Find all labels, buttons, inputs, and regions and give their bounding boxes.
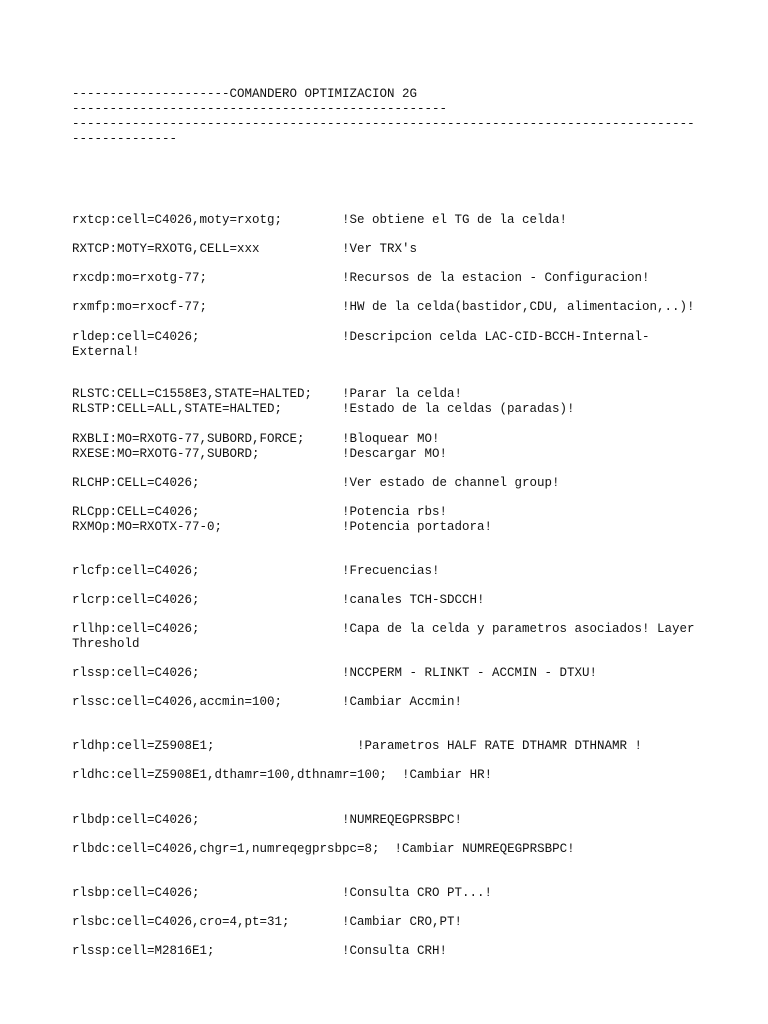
command-description: !HW de la celda(bastidor,CDU, alimentacion,..)! bbox=[342, 300, 695, 314]
command-text: RXESE:MO=RXOTG-77,SUBORD; bbox=[72, 447, 260, 461]
command-text: RLSTC:CELL=C1558E3,STATE=HALTED; bbox=[72, 387, 313, 401]
command-description: !Potencia portadora! bbox=[342, 520, 493, 534]
command-entry bbox=[72, 447, 712, 462]
command-entry bbox=[72, 739, 712, 754]
command-entry bbox=[72, 695, 712, 710]
command-text: rxtcp:cell=C4026,moty=rxotg; bbox=[72, 213, 283, 227]
command-entry bbox=[72, 564, 712, 579]
command-entry bbox=[72, 387, 712, 402]
command-description: !NUMREQEGPRSBPC! bbox=[342, 813, 463, 827]
command-entry bbox=[72, 271, 712, 286]
command-entry bbox=[72, 330, 712, 360]
document-page bbox=[72, 87, 712, 958]
command-text: rlbdp:cell=C4026; bbox=[72, 813, 200, 827]
command-description: !Cambiar Accmin! bbox=[342, 695, 463, 709]
command-entry bbox=[72, 476, 712, 491]
command-text: rlcrp:cell=C4026; bbox=[72, 593, 200, 607]
command-text: RXMOp:MO=RXOTX-77-0; bbox=[72, 520, 223, 534]
command-description: !Frecuencias! bbox=[342, 564, 440, 578]
document-title: ---------------------COMANDERO OPTIMIZACION 2G bbox=[72, 87, 418, 101]
command-line: rldhc:cell=Z5908E1,dthamr=100,dthnamr=100; !Cambiar HR! bbox=[72, 768, 493, 782]
command-entry bbox=[72, 813, 712, 828]
command-entry bbox=[72, 402, 712, 417]
command-text: rlsbp:cell=C4026; bbox=[72, 886, 200, 900]
command-text: rlsbc:cell=C4026,cro=4,pt=31; bbox=[72, 915, 290, 929]
command-entry bbox=[72, 842, 712, 857]
command-entry bbox=[72, 622, 712, 652]
command-line: rlbdc:cell=C4026,chgr=1,numreqegprsbpc=8; !Cambiar NUMREQEGPRSBPC! bbox=[72, 842, 575, 856]
command-entry bbox=[72, 886, 712, 901]
command-description-continuation: External! bbox=[72, 345, 140, 359]
command-description: !Bloquear MO! bbox=[342, 432, 440, 446]
command-entry bbox=[72, 593, 712, 608]
command-description: !Cambiar CRO,PT! bbox=[342, 915, 463, 929]
command-entry bbox=[72, 432, 712, 447]
title-rule: -------------------------------------------------- bbox=[72, 102, 448, 116]
command-entry bbox=[72, 915, 712, 930]
command-description: !Potencia rbs! bbox=[342, 505, 448, 519]
command-description: !Ver estado de channel group! bbox=[342, 476, 560, 490]
command-description: !Estado de la celdas (paradas)! bbox=[342, 402, 575, 416]
command-entry bbox=[72, 768, 712, 783]
command-entry bbox=[72, 944, 712, 959]
command-text: rlcfp:cell=C4026; bbox=[72, 564, 200, 578]
command-description-continuation: Threshold bbox=[72, 637, 140, 651]
command-entry bbox=[72, 300, 712, 315]
command-text: rxmfp:mo=rxocf-77; bbox=[72, 300, 208, 314]
command-text: rlssc:cell=C4026,accmin=100; bbox=[72, 695, 283, 709]
command-text: RLSTP:CELL=ALL,STATE=HALTED; bbox=[72, 402, 283, 416]
command-description: !canales TCH-SDCCH! bbox=[342, 593, 485, 607]
command-entry bbox=[72, 505, 712, 520]
command-text: RLCpp:CELL=C4026; bbox=[72, 505, 200, 519]
command-description: !Parar la celda! bbox=[342, 387, 463, 401]
command-text: rldep:cell=C4026; bbox=[72, 330, 200, 344]
command-description: !Capa de la celda y parametros asociados! Layer bbox=[342, 622, 695, 636]
separator-rule-continuation: -------------- bbox=[72, 132, 178, 146]
command-text: rlssp:cell=M2816E1; bbox=[72, 944, 215, 958]
command-entry bbox=[72, 520, 712, 535]
command-description: !Se obtiene el TG de la celda! bbox=[342, 213, 568, 227]
command-text: rllhp:cell=C4026; bbox=[72, 622, 200, 636]
command-description: !Consulta CRH! bbox=[342, 944, 448, 958]
command-description: !Descripcion celda LAC-CID-BCCH-Internal- bbox=[342, 330, 650, 344]
command-description: !Descargar MO! bbox=[342, 447, 448, 461]
command-text: rlssp:cell=C4026; bbox=[72, 666, 200, 680]
command-entry bbox=[72, 666, 712, 681]
command-description: !Consulta CRO PT...! bbox=[342, 886, 493, 900]
command-text: RLCHP:CELL=C4026; bbox=[72, 476, 200, 490]
command-text: rxcdp:mo=rxotg-77; bbox=[72, 271, 208, 285]
command-text: RXBLI:MO=RXOTG-77,SUBORD,FORCE; bbox=[72, 432, 305, 446]
command-description: !Parametros HALF RATE DTHAMR DTHNAMR ! bbox=[342, 739, 643, 753]
command-entry bbox=[72, 242, 712, 257]
command-entry bbox=[72, 213, 712, 228]
command-description: !NCCPERM - RLINKT - ACCMIN - DTXU! bbox=[342, 666, 598, 680]
command-text: RXTCP:MOTY=RXOTG,CELL=xxx bbox=[72, 242, 260, 256]
command-text: rldhp:cell=Z5908E1; bbox=[72, 739, 215, 753]
command-description: !Recursos de la estacion - Configuracion! bbox=[342, 271, 650, 285]
separator-rule: ----------------------------------------------------------------------------------- bbox=[72, 117, 695, 131]
command-description: !Ver TRX's bbox=[342, 242, 418, 256]
